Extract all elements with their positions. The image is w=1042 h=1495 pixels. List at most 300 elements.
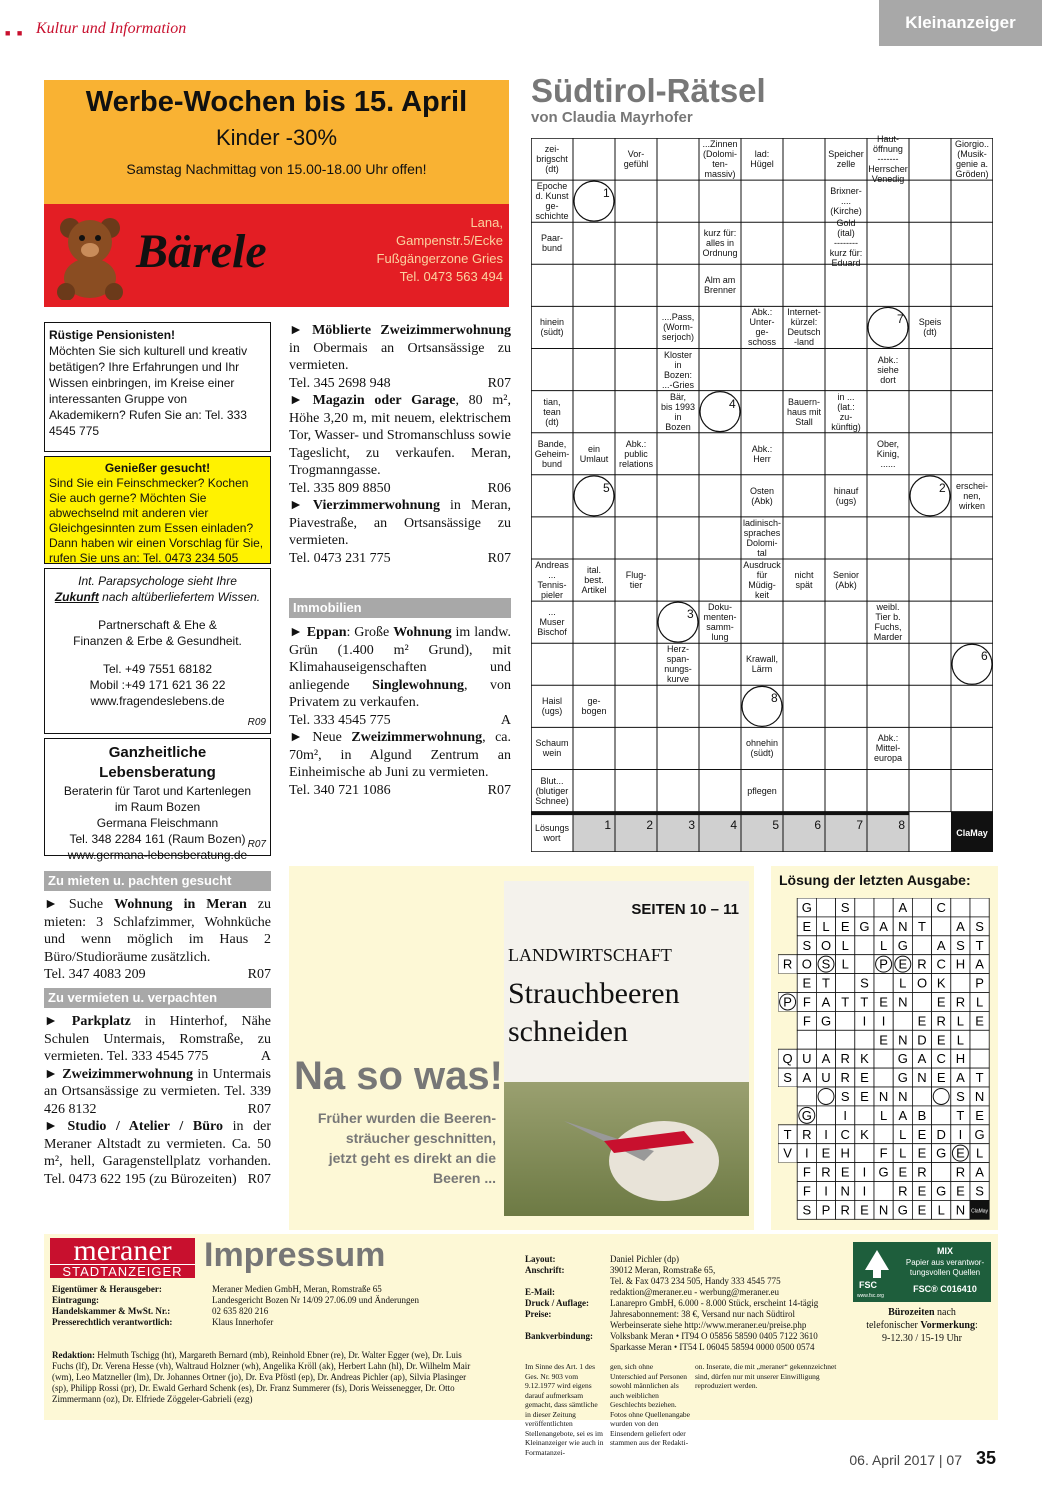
section-title: Kultur und Information xyxy=(36,20,187,37)
office-hours xyxy=(853,1306,991,1345)
clue-cell: ital. best. Artikel xyxy=(581,565,607,596)
solution-letter: C xyxy=(936,900,946,915)
solution-letter: R xyxy=(955,994,966,1010)
box-line: www.fragendeslebens.de xyxy=(90,694,225,708)
ad-discount: Kinder -30% xyxy=(215,125,338,150)
impressum-title: Impressum xyxy=(204,1236,386,1274)
ad-logo: Bärele xyxy=(136,225,267,278)
solution-letter: S xyxy=(802,1202,812,1218)
classified-ad: ► Vierzimmerwohnung in Meran, Piavestraße, an Ortsansässige zu vermieten. Tel. 0473 231 775 R07 xyxy=(289,498,511,566)
solution-letter: E xyxy=(975,1013,984,1029)
solution-letter: G xyxy=(974,1126,985,1142)
solution-letter: S xyxy=(975,1183,984,1199)
ad-code: R07 xyxy=(487,782,511,798)
clue-cell: Bär, bis 1993 in Bozen xyxy=(660,391,696,432)
box-line: www.germana-lebensberatung.de xyxy=(67,848,248,862)
ad-text: in der Meraner Altstadt zu vermieten. Ca. 50 m², hell, Garagenstellplatz vorhanden. Tel. 0473 622 195 (zu Bürozeiten) xyxy=(44,1119,272,1187)
solution-letter: E xyxy=(936,994,946,1010)
classified-ad: ► Parkplatz in Hinterhof, Nähe Schulen Untermais, Romstraße, zu vermieten. Tel. 333 4545 775 A xyxy=(44,1014,271,1064)
loesungswort-number: 1 xyxy=(604,817,611,832)
clue-cell: Giorgio.. (Musik- genie a. Gröden) xyxy=(954,139,989,180)
clue-cell: Abk.: Herr xyxy=(751,443,773,464)
redaktion-label: Redaktion: xyxy=(52,1350,96,1360)
solution-letter: N xyxy=(898,1089,908,1104)
impressum-row xyxy=(52,1306,482,1317)
impressum-key xyxy=(525,1320,610,1331)
solution-letter: H xyxy=(840,1145,850,1161)
solution-letter: T xyxy=(956,1107,965,1123)
classified-ad: ► Studio / Atelier / Büro in der Meraner Altstadt zu vermieten. Ca. 50 m², hell, Garagenstellplatz vorhanden. Tel. 0473 622 195 (zu Bürozeiten) R07 xyxy=(44,1119,272,1187)
ad-hours: Samstag Nachmittag von 15.00-18.00 Uhr offen! xyxy=(126,161,427,177)
box-line: Int. Parapsychologe sieht Ihre xyxy=(78,574,237,588)
solution-letter: E xyxy=(821,1145,831,1161)
loesungswort-number: 2 xyxy=(646,817,653,832)
clue-cell: hinein (südt) xyxy=(539,317,565,338)
clue-cell: ... Muser Bischof xyxy=(537,607,567,638)
solution-letter: A xyxy=(936,937,946,953)
ad-keyword: Wohnung xyxy=(393,625,452,640)
ad-code: R07 xyxy=(487,375,511,391)
solution-letter: G xyxy=(897,1051,908,1067)
solution-letter: N xyxy=(898,1032,908,1048)
clue-cell: ohnehin (südt) xyxy=(745,738,779,759)
logo-top: meraner xyxy=(73,1234,172,1267)
impressum-value: Meraner Medien GmbH, Meran, Romstraße 65 xyxy=(212,1284,382,1294)
section-header-immobilien: Immobilien xyxy=(289,598,511,618)
ad-phone: Tel. 333 4545 775 xyxy=(289,712,391,728)
solution-letter: E xyxy=(879,1032,888,1048)
classified-ad: ► Suche Wohnung in Meran zu mieten: 3 Schlafzimmer, Wohnküche und wenn möglich im Haus 2 Büro/Studioräume zusätzlich. Tel. 347 4083 209 R07 xyxy=(44,897,272,982)
solution-letter: G xyxy=(936,1145,947,1161)
clue-cell: Brixner- .... (Kirche) xyxy=(830,186,862,217)
impressum-row xyxy=(525,1276,845,1287)
solution-letter: F xyxy=(802,1013,811,1029)
solution-number: 5 xyxy=(603,480,610,495)
solution-letter: E xyxy=(840,1164,850,1180)
puzzle-credit: ClaMay xyxy=(956,828,988,839)
ad-text: Suche xyxy=(68,897,115,912)
impressum-key xyxy=(525,1342,610,1353)
solution-letter: E xyxy=(879,994,888,1010)
box-line-rest: nach altüberliefertem Wissen. xyxy=(98,590,261,604)
clue-cell: Haut- öffnung ------- Herrscher Venedig xyxy=(868,134,908,185)
loesungswort-label: Lösungs wort xyxy=(534,822,570,843)
box-line: Partnerschaft & Ehe & xyxy=(98,618,217,632)
ad-addr-line: Fußgängerzone Gries xyxy=(376,251,503,266)
ad-code: R07 xyxy=(247,1101,271,1117)
solution-letter: B xyxy=(917,1107,927,1123)
solution-title: Lösung der letzten Ausgabe: xyxy=(779,872,971,888)
solution-number: 4 xyxy=(729,396,736,411)
solution-cell xyxy=(912,993,931,1012)
clue-cell: Senior (Abk) xyxy=(832,570,859,591)
solution-grid xyxy=(778,898,990,1220)
baerele-ad xyxy=(44,80,509,307)
fsc-line: tungsvollen Quellen xyxy=(909,1268,981,1277)
clue-cell: ladinisch- spraches Dolomi- tal xyxy=(742,517,782,558)
solution-letter: S xyxy=(975,918,984,934)
solution-empty-cell xyxy=(778,1011,797,1030)
office-hours-text: : xyxy=(975,1320,978,1331)
solution-cell xyxy=(874,1125,893,1144)
solution-number: 6 xyxy=(981,649,988,664)
photo-headline-line: schneiden xyxy=(508,1015,628,1048)
box-line: im Raum Bozen xyxy=(114,800,201,814)
solution-letter: G xyxy=(859,918,870,934)
solution-letter: I xyxy=(843,1107,848,1123)
solution-number: 8 xyxy=(771,691,778,706)
solution-cell xyxy=(816,1106,835,1125)
ref-code: R09 xyxy=(247,717,266,728)
solution-empty-cell xyxy=(778,974,797,993)
page-date: 06. April 2017 | 07 xyxy=(849,1452,962,1468)
ad-keyword: Magazin oder Garage xyxy=(312,393,456,408)
solution-letter: A xyxy=(956,918,965,934)
solution-letter: E xyxy=(860,1089,869,1104)
solution-letter: G xyxy=(878,1164,889,1180)
ad-keyword: Singlewohnung xyxy=(372,677,464,693)
ad-code: R07 xyxy=(487,550,511,566)
crossword-grid[interactable] xyxy=(531,134,993,852)
solution-letter: O xyxy=(801,956,812,972)
ad-code: R07 xyxy=(247,967,271,982)
box-line xyxy=(49,589,266,605)
clue-cell: ...Zinnen (Dolomi- ten- massiv) xyxy=(702,139,738,180)
classified-ad: ► Eppan: Große Wohnung im landw. Grün (1.400 m² Grund), mit Klimahauseigenschaften und anliegende Singlewohnung, von Privatem zu verkaufen. Tel. 333 4545 775 A xyxy=(289,625,511,728)
solution-letter: E xyxy=(802,918,812,934)
ad-phone: Tel. 345 2698 948 xyxy=(289,375,391,391)
clue-cell: Paar- bund xyxy=(540,233,563,254)
solution-letter: G xyxy=(801,1107,812,1123)
box-title: Ganzheitliche Lebensberatung xyxy=(99,744,216,781)
clue-cell: Andreas ... Tennis- pieler xyxy=(535,560,569,601)
impressum-value: Lanarepro GmbH, 6.000 - 8.000 Stück, erscheint 14-tägig xyxy=(610,1298,819,1308)
solution-letter: G xyxy=(897,937,908,953)
ad-code: A xyxy=(500,712,511,728)
clue-cell: Bande, Geheim- bund xyxy=(534,438,570,469)
office-hours-label: Vormerkung xyxy=(920,1320,975,1331)
solution-letter: L xyxy=(899,1126,907,1142)
solution-letter: P xyxy=(879,956,888,972)
impressum-value: 39012 Meran, Romstraße 65, xyxy=(610,1265,716,1275)
loesungswort-number: 4 xyxy=(730,817,737,832)
clue-cell: hinauf (ugs) xyxy=(833,485,859,506)
impressum-row xyxy=(525,1265,845,1276)
classified-ad: ► Neue Zweizimmerwohnung, ca. 70m², in Algund Zentrum an Einheimische ab Juni zu vermieten. Tel. 340 721 1086 R07 xyxy=(289,730,512,798)
solution-letter: A xyxy=(975,956,984,972)
solution-letter: L xyxy=(937,1202,945,1218)
photo-pages: SEITEN 10 – 11 xyxy=(631,901,739,918)
impressum-left xyxy=(52,1284,482,1328)
fsc-code: FSC® C016410 xyxy=(913,1284,977,1294)
solution-letter: D xyxy=(936,1126,946,1142)
clue-cell: Schaum wein xyxy=(535,738,569,759)
solution-cell xyxy=(912,1087,931,1106)
solution-letter: S xyxy=(860,975,869,991)
pensioner-box xyxy=(44,322,271,452)
box-emphasis: Zukunft xyxy=(54,590,99,604)
solution-letter: V xyxy=(783,1145,792,1161)
ad-keyword: Vierzimmerwohnung xyxy=(312,498,440,513)
solution-letter: K xyxy=(936,975,946,991)
solution-cell xyxy=(912,898,931,917)
solution-empty-cell xyxy=(778,1163,797,1182)
fsc-mix: MIX xyxy=(936,1246,953,1256)
solution-cell xyxy=(970,1049,989,1068)
impressum-key: Layout: xyxy=(525,1254,556,1264)
solution-number: 1 xyxy=(603,186,610,201)
photo-headline-line: Strauchbeeren xyxy=(508,977,680,1010)
solution-cell xyxy=(932,1087,951,1106)
impressum-value: Klaus Innerhofer xyxy=(212,1317,274,1327)
ad-text: zu mieten: 3 Schlafzimmer, Wohnküche und wenn möglich im Haus 2 Büro/Studioräume zusätzlich. xyxy=(44,897,272,965)
solution-letter: I xyxy=(824,1183,828,1199)
solution-letter: E xyxy=(898,1164,908,1180)
clue-cell: Flug- tier xyxy=(625,570,647,591)
life-coaching-box xyxy=(44,738,271,862)
solution-letter: L xyxy=(899,975,907,991)
solution-letter: A xyxy=(956,1070,965,1086)
clue-cell: Abk.: Unter- ge- schoss xyxy=(747,307,776,348)
impressum-key xyxy=(525,1276,610,1287)
solution-cell xyxy=(855,936,874,955)
ad-phone: Tel. 335 809 8850 xyxy=(289,480,391,496)
solution-letter: R xyxy=(840,1070,850,1086)
solution-letter: E xyxy=(917,1013,927,1029)
ad-keyword: Parkplatz xyxy=(71,1014,131,1029)
solution-letter: E xyxy=(898,956,908,972)
office-hours-time: 9-12.30 / 15-19 Uhr xyxy=(882,1333,962,1344)
clue-cell: Abk.: public relations xyxy=(618,438,654,469)
clue-cell: Internet- kürzel: Deutsch -land xyxy=(787,307,821,348)
solution-letter: C xyxy=(936,1051,946,1067)
solution-letter: E xyxy=(956,1183,965,1199)
impressum-row xyxy=(525,1342,845,1353)
solution-letter: E xyxy=(936,1032,946,1048)
ad-code: A xyxy=(260,1049,271,1064)
ad-keyword: Wohnung in Meran xyxy=(114,897,247,912)
solution-letter: U xyxy=(802,1051,812,1067)
solution-letter: A xyxy=(821,994,831,1010)
teaser-headline: Na so was! xyxy=(294,1054,503,1098)
impressum-row xyxy=(525,1287,845,1298)
solution-letter: L xyxy=(841,956,849,972)
solution-letter: S xyxy=(783,1070,792,1086)
solution-letter: C xyxy=(840,1126,850,1142)
solution-cell xyxy=(874,898,893,917)
solution-letter: L xyxy=(956,1032,965,1048)
clue-cell: ge- bogen xyxy=(581,696,607,717)
solution-letter: R xyxy=(917,1164,927,1180)
section-header-vermieten: Zu vermieten u. verpachten xyxy=(44,988,271,1008)
box-title: Rüstige Pensionisten! xyxy=(49,328,176,342)
loesungswort-number: 7 xyxy=(856,817,863,832)
impressum-row xyxy=(525,1309,845,1320)
solution-letter: G xyxy=(936,1183,947,1199)
ad-code: R06 xyxy=(487,480,511,496)
clue-cell: Ausdruck für Müdig- keit xyxy=(743,560,781,601)
solution-letter: G xyxy=(897,1202,908,1218)
solution-cell xyxy=(912,936,931,955)
clue-cell: Alm am Brenner xyxy=(703,275,737,296)
solution-letter: A xyxy=(821,1051,831,1067)
impressum-key: E-Mail: xyxy=(525,1287,555,1297)
solution-letter: T xyxy=(975,1070,984,1086)
solution-letter: L xyxy=(879,1107,888,1123)
solution-letter: R xyxy=(936,1013,946,1029)
solution-letter: S xyxy=(802,937,812,953)
clue-cell: Speis (dt) xyxy=(918,317,942,338)
puzzle-title: Südtirol-Rätsel xyxy=(531,72,766,109)
solution-letter: E xyxy=(860,1202,869,1218)
solution-letter: I xyxy=(862,1013,867,1029)
clue-cell: Kloster in Bozen: ...-Gries xyxy=(661,349,694,390)
solution-cell xyxy=(874,1068,893,1087)
solution-letter: R xyxy=(898,1183,908,1199)
solution-letter: N xyxy=(840,1183,850,1199)
solution-cell xyxy=(932,1163,951,1182)
teddy-bear-icon xyxy=(50,210,130,300)
solution-cell xyxy=(855,1144,874,1163)
box-title: Genießer gesucht! xyxy=(104,461,211,475)
clue-cell: Abk.: Mittel- europa xyxy=(873,733,903,764)
solution-letter: T xyxy=(860,994,869,1010)
ad-text: Neue xyxy=(312,730,352,745)
classifieds-col1a xyxy=(44,896,271,984)
solution-cell xyxy=(836,1011,855,1030)
solution-letter: P xyxy=(975,975,984,991)
solution-letter: E xyxy=(840,918,850,934)
solution-letter: E xyxy=(917,1183,927,1199)
teaser-photo xyxy=(504,881,749,1216)
solution-cell xyxy=(874,974,893,993)
solution-letter: L xyxy=(956,1013,965,1029)
solution-letter: H xyxy=(955,1051,966,1067)
classifieds-col2 xyxy=(289,322,511,567)
solution-letter: E xyxy=(860,1070,869,1086)
impressum-row xyxy=(525,1331,845,1342)
ad-top xyxy=(44,80,509,204)
solution-letter: R xyxy=(840,1051,850,1067)
clue-cell: Vor- gefühl xyxy=(623,149,649,170)
impressum-key: Handelskammer & MwSt. Nr.: xyxy=(52,1306,171,1316)
impressum-value: redaktion@meraner.eu - werbung@meraner.eu xyxy=(610,1287,780,1297)
redaktion-list: Helmuth Tschigg (ht), Margareth Bernard (mb), Reinhold Ebner (re), Dr. Walter Egger (we), Dr. Luis Fuchs (lf), Dr. Verena Hesse (vh), Waltraud Holzner (wh), Angelika Kröll (ak), Herbert Lahn (hl), Dr. Wilhelm Mair (wm), Leo Matzneller (lm), Dr. Johannes Ortner (jo), Dr. Eva Pföstl (ep), Dr. Andreas Pichler (ap), Silvia Plasinger (sp), Philipp Rossi (pr), Dr. Ewald Gerhard Schenk (es), Dr. Franz Summerer (fs), Doris Weissenegger, Dr. Otto Zimmermann (oz), Dr. Elfriede Zöggeler-Gabrieli (ezg) xyxy=(52,1350,471,1404)
solution-letter: C xyxy=(936,956,946,972)
solution-letter: A xyxy=(898,1107,908,1123)
ad-keyword: Eppan xyxy=(306,625,347,640)
teaser-text: Früher wurden die Beeren- sträucher geschnitten, jetzt geht es direkt an die Beeren ... xyxy=(317,1110,496,1186)
solution-letter: S xyxy=(840,1089,850,1104)
solution-letter: E xyxy=(975,1107,984,1123)
clue-cell: weibl. Tier b. Fuchs, Marder xyxy=(873,602,903,643)
loesungswort-number: 8 xyxy=(898,817,905,832)
solution-credit: ClaMay xyxy=(971,1208,989,1215)
solution-letter: E xyxy=(917,1202,927,1218)
box-text: Möchten Sie sich kulturell und kreativ betätigen? Ihre Erfahrungen und Ihr Wissen einbringen, im Kreise einer interessanten Gruppe von Akademikern? Rufen Sie an: Tel. 333 4545 775 xyxy=(49,344,248,438)
solution-number: 2 xyxy=(939,480,946,495)
classifieds-col1b xyxy=(44,1013,271,1188)
solution-letter: F xyxy=(802,1164,811,1180)
ad-text: in Untermais an Ortsansässige zu vermieten. Tel. 339 426 8132 xyxy=(44,1066,271,1117)
ad-text: im landw. Grün (1.400 m² Grund), mit Klimahauseigenschaften und anliegende xyxy=(289,625,511,693)
ref-code: R07 xyxy=(247,839,266,850)
ad-keyword: Zweizimmerwohnung xyxy=(62,1066,193,1082)
solution-letter: P xyxy=(821,1202,831,1218)
classified-ad: ► Magazin oder Garage, 80 m², Höhe 3,20 m, mit neuem, elektrischem Tor, Wasser- und Stromanschluss sowie Tageslicht, zu verkaufen. Meran, Trogmanngasse. Tel. 335 809 8850 R06 xyxy=(289,393,512,496)
logo-bottom: STADTANZEIGER xyxy=(50,1264,195,1279)
solution-letter: I xyxy=(804,1145,809,1161)
solution-cell xyxy=(855,898,874,917)
box-line: Germana Fleischmann xyxy=(96,816,219,830)
solution-letter: I xyxy=(881,1013,886,1029)
solution-empty-cell xyxy=(778,898,797,917)
solution-letter: O xyxy=(820,937,832,953)
solution-cell xyxy=(797,1030,816,1049)
solution-number: 3 xyxy=(687,607,694,622)
solution-letter: F xyxy=(802,994,811,1010)
clue-cell: Haisl (ugs) xyxy=(541,696,563,717)
ad-address xyxy=(377,214,503,286)
impressum-value: 02 635 820 216 xyxy=(212,1306,269,1316)
ad-code: R07 xyxy=(247,1171,271,1187)
redaktion xyxy=(52,1350,482,1405)
clue-cell: nicht spät xyxy=(794,570,814,591)
legal-col1: Im Sinne des Art. 1 des Ges. Nr. 903 vom 9.12.1977 wird eigens darauf aufmerksam gemacht, dass sämtliche in dieser Zeitung veröffentlichten Stellenangebote, sei es im Kleinanzeiger wie auch in Formatanzei- xyxy=(525,1362,604,1457)
clue-cell: lad: Hügel xyxy=(750,149,774,170)
fsc-badge xyxy=(853,1242,991,1302)
page-number: 35 xyxy=(975,1448,996,1468)
clue-cell: Speicher zelle xyxy=(828,149,864,170)
ad-keyword: Studio / Atelier / Büro xyxy=(67,1119,223,1134)
solution-letter: G xyxy=(820,1013,832,1029)
ad-bottom xyxy=(44,204,509,307)
impressum-key: Bankverbindung: xyxy=(525,1331,594,1341)
clue-cell: kurz für: alles in Ordnung xyxy=(702,228,738,259)
solution-letter: S xyxy=(956,937,965,953)
solution-letter: F xyxy=(879,1145,888,1161)
solution-letter: G xyxy=(801,900,812,915)
clue-cell: ein Umlaut xyxy=(579,443,609,464)
impressum-value: Landesgericht Bozen Nr 14/09 27.06.09 und Änderungen xyxy=(212,1295,419,1305)
impressum-key: Eigentümer & Herausgeber: xyxy=(52,1284,162,1294)
solution-letter: U xyxy=(821,1070,831,1086)
solution-letter: K xyxy=(860,1126,869,1142)
ad-text: in Hinterhof, Nähe Schulen Untermais, Romstraße, zu vermieten. Tel. 333 4545 775 xyxy=(44,1014,271,1064)
solution-cell xyxy=(932,1106,951,1125)
impressum-value: Volksbank Meran • IT94 O 05856 58590 0405 7122 3610 xyxy=(610,1331,818,1341)
solution-letter: A xyxy=(898,900,908,915)
fsc-tree-icon xyxy=(859,1246,895,1282)
puzzle-author: von Claudia Mayrhofer xyxy=(531,109,693,126)
solution-letter: F xyxy=(802,1183,811,1199)
solution-cell xyxy=(970,898,989,917)
impressum-row xyxy=(52,1284,482,1295)
pruning-shears-icon xyxy=(544,1081,734,1211)
gourmet-box xyxy=(44,456,271,564)
solution-letter: L xyxy=(975,1145,984,1161)
loesungswort-number: 3 xyxy=(688,817,695,832)
solution-letter: O xyxy=(916,975,928,991)
ad-text: : Große xyxy=(346,625,394,640)
clue-cell: Doku- menten- samm- lung xyxy=(703,602,737,643)
fsc-logo-text: FSC xyxy=(859,1280,877,1290)
clue-cell: Osten (Abk) xyxy=(749,485,774,506)
solution-letter: E xyxy=(936,1070,946,1086)
box-line: Finanzen & Erbe & Gesundheit. xyxy=(73,634,242,648)
ad-phone: Tel. 347 4083 209 xyxy=(44,967,146,982)
solution-letter: A xyxy=(802,1070,812,1086)
